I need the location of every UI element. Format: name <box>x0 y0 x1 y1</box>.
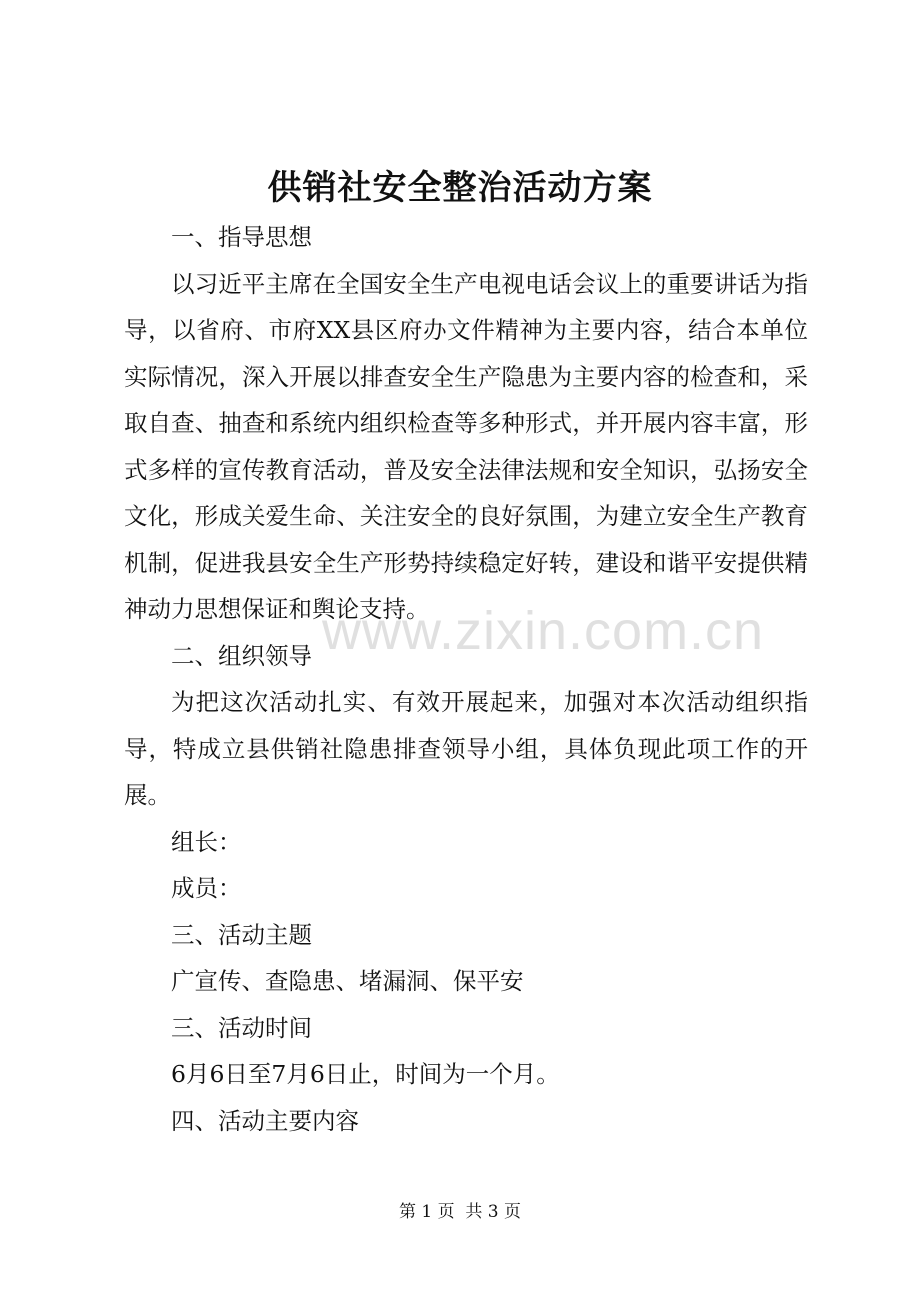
paragraph-theme: 广宣传、查隐患、堵漏洞、保平安 <box>171 967 524 995</box>
team-leader-line: 组长： <box>171 827 242 856</box>
section-heading-time: 三、活动时间 <box>171 1013 312 1042</box>
document-body <box>124 214 808 1144</box>
paragraph-organization: 为把这次活动扎实、有效开展起来，加强对本次活动组织指导，特成立县供销社隐患排查领导小组，具体负现此项工作的开展。 <box>124 688 808 809</box>
page-footer: 第 1 页 共 3 页 <box>398 1202 522 1222</box>
paragraph-time: 6月6日至7月6日止，时间为一个月。 <box>171 1060 560 1088</box>
section-heading-theme: 三、活动主题 <box>171 920 312 949</box>
paragraph-guiding-ideology: 以习近平主席在全国安全生产电视电话会议上的重要讲话为指导，以省府、市府XX县区府办文件精神为主要内容，结合本单位实际情况，深入开展以排查安全生产隐患为主要内容的检查和，采取自查、抽查和系统内组织检查等多种形式，并开展内容丰富，形式多样的宣传教育活动，普及安全法律法规和安全知识，弘扬安全文化，形成关爱生命、关注安全的良好氛围，为建立安全生产教育机制，促进我县安全生产形势持续稳定好转，建设和谐平安提供精神动力思想保证和舆论支持。 <box>124 269 808 623</box>
team-members-line: 成员： <box>171 874 242 902</box>
section-heading-guiding-ideology: 一、指导思想 <box>171 223 312 251</box>
document-title: 供销社安全整治活动方案 <box>267 168 653 208</box>
section-heading-content: 四、活动主要内容 <box>171 1106 359 1135</box>
watermark: www.zixin.com.cn <box>322 601 765 661</box>
section-heading-organization: 二、组织领导 <box>171 641 312 670</box>
